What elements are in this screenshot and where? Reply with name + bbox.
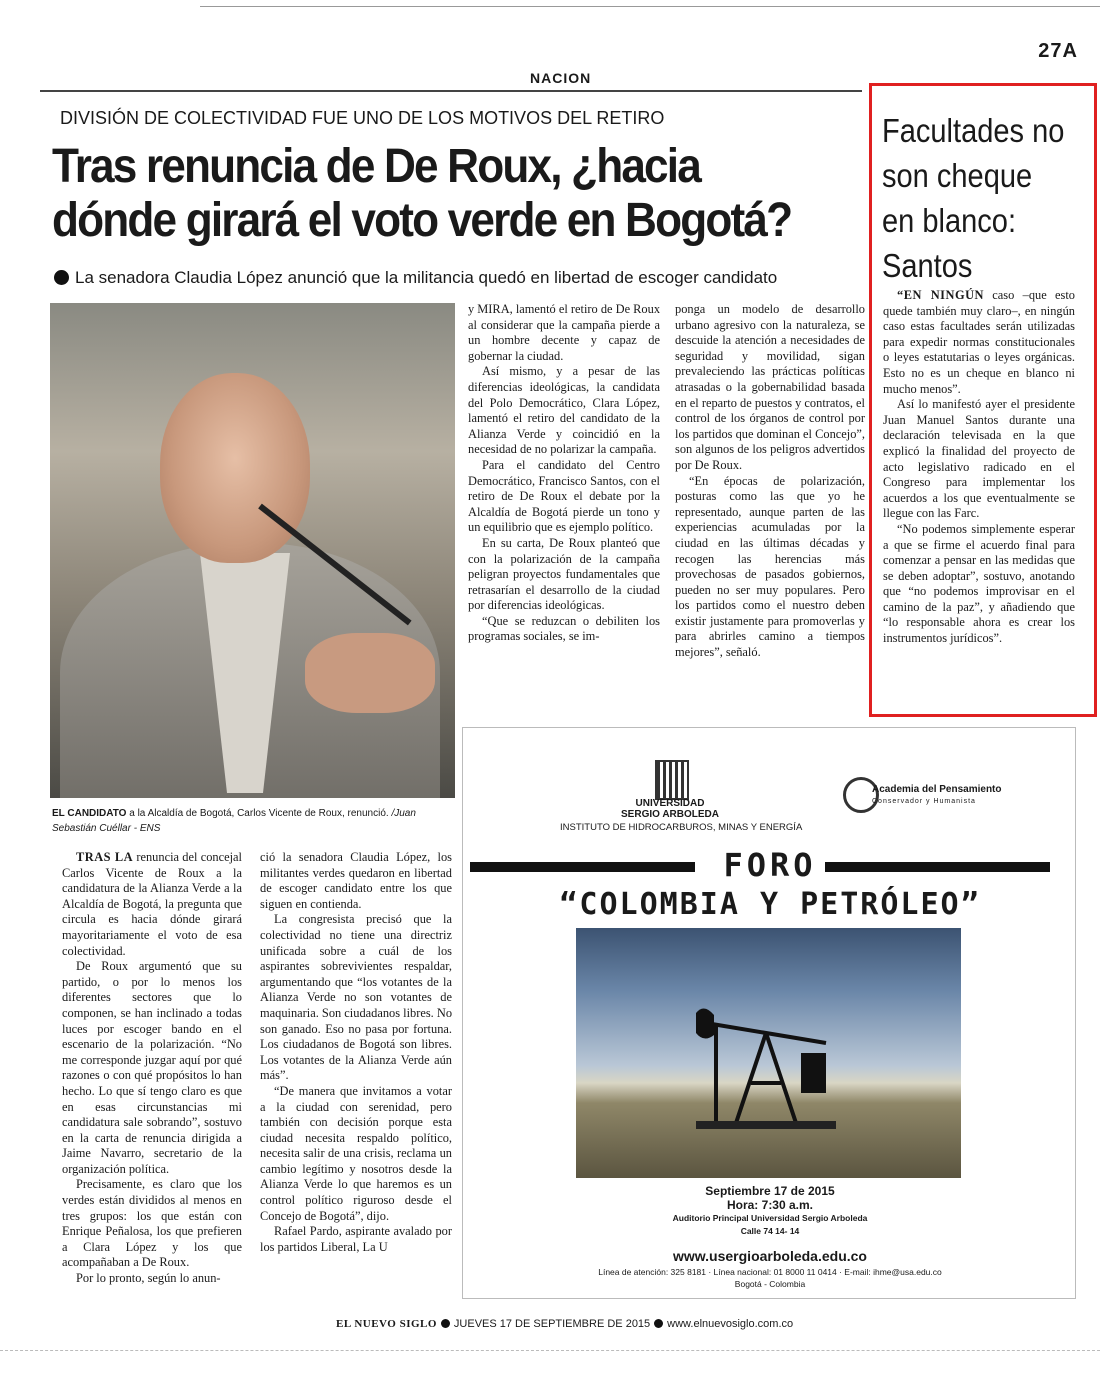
caption-lead: EL CANDIDATO xyxy=(52,808,127,819)
foro-label: FORO xyxy=(717,846,822,884)
academia-name xyxy=(872,784,1002,808)
col1-p4: Por lo pronto, según lo anun- xyxy=(76,1271,221,1286)
footer-date: JUEVES 17 DE SEPTIEMBRE DE 2015 xyxy=(453,1318,651,1330)
university-logo-icon xyxy=(655,760,689,800)
col3-p3: Para el candidato del Centro Democrático, Francisco Santos, con el retiro de De Roux el debate por la Alcaldía de Bogotá pierde un tono y un equilibrio que es ejemplo político. xyxy=(468,457,660,535)
sidebar-title-line-3: en blanco: xyxy=(882,202,1017,239)
column-4 xyxy=(675,302,865,661)
col4-p1: ponga un modelo de desarrollo urbano agresivo con la naturaleza, se descuide la atención a necesidades de seguridad y movilidad, sigan prevaleciendo las prácticas políticas atrasadas o la gobernabilidad basada en el reparto de puestos y contratos, el control de los órganos de control por los partidos que dominan el Concejo”, son algunos de los peligros advertidos por De Roux. xyxy=(675,302,865,472)
page-footer xyxy=(336,1318,793,1330)
sidebar-lead: “EN NINGÚN xyxy=(897,288,984,302)
col1-p3: Precisamente, es claro que los verdes están divididos al menos en tres grupos: los que están con Enrique Peñalosa, los que prefieren a Clara López y los que acompañaban a De Roux. xyxy=(62,1177,242,1270)
column-2 xyxy=(260,850,452,1255)
footer-dot-icon xyxy=(441,1319,450,1328)
sidebar-title-line-1: Facultades no xyxy=(882,112,1065,149)
sidebar-title-line-4: Santos xyxy=(882,247,973,284)
foro-title: “COLOMBIA Y PETRÓLEO” xyxy=(559,887,981,922)
page-number: 27A xyxy=(1038,40,1078,62)
ad-city: Bogotá - Colombia xyxy=(734,1279,806,1289)
ad-website: www.usergioarboleda.edu.co xyxy=(673,1248,867,1264)
academia-subtitle: Conservador y Humanista xyxy=(872,798,976,805)
sidebar-body xyxy=(883,288,1075,647)
bottom-rule xyxy=(0,1350,1100,1351)
academia-title: Academia del Pensamiento xyxy=(872,784,1002,795)
article-headline xyxy=(52,140,799,248)
sidebar-title-line-2: son cheque xyxy=(882,157,1033,194)
caption-credit: /Juan Sebastián Cuéllar - ENS xyxy=(52,808,416,834)
event-venue: Auditorio Principal Universidad Sergio Arboleda xyxy=(672,1213,868,1223)
university-name-line-2: SERGIO ARBOLEDA xyxy=(621,809,719,820)
headline-line-2: dónde girará el voto verde en Bogotá? xyxy=(52,194,792,247)
col1-p2: De Roux argumentó que su partido, o por lo menos los diferentes sectores que lo componen, se han inclinado a todas luces por escoger bando en el escenario de la polarización. “No me corresponde juzgar aquí por qué razones o con qué propósitos lo han hecho. Lo que sí tengo claro es que en esas circunstancias mi candidatura sale sobrando”, sostuvo en la carta de renuncia dirigida a Jaime Navarro, secretario de la organización política. xyxy=(62,959,242,1176)
oil-pump-photo xyxy=(576,928,961,1178)
col2-p4: Rafael Pardo, aspirante avalado por los partidos Liberal, La U xyxy=(260,1224,452,1254)
event-hour: Hora: 7:30 a.m. xyxy=(726,1198,814,1212)
section-rule xyxy=(40,90,862,92)
article-subhead xyxy=(54,268,777,288)
oil-pump-icon xyxy=(696,983,836,1133)
ad-contact xyxy=(530,1266,1010,1290)
col4-p2: “En épocas de polarización, posturas como las que yo he representado, aunque parten de las experiencias acumuladas por la ciudad en las últimas décadas y recogen las herencias más provechosas de pasados gobiernos, pueden no ser muy populares. Pero los partidos como el nuestro deben existir justamente para promoverlas y para abrirles camino a tiempos mejores”, señaló. xyxy=(675,473,865,660)
caption-text: a la Alcaldía de Bogotá, Carlos Vicente de Roux, renunció. xyxy=(126,808,392,819)
photo-caption xyxy=(52,806,457,836)
section-label: NACION xyxy=(530,70,592,86)
event-address: Calle 74 14- 14 xyxy=(740,1226,800,1236)
university-name xyxy=(610,798,730,820)
footer-dot-icon xyxy=(654,1319,663,1328)
col3-p4: En su carta, De Roux planteó que con la polarización de la campaña peligran proyectos fundamentales que retrasarían el desarrollo de la ciudad por diferencias ideológicas. xyxy=(468,535,660,613)
bullet-icon xyxy=(54,270,69,285)
sidebar-title xyxy=(882,108,1065,288)
footer-site: www.elnuevosiglo.com.co xyxy=(667,1318,794,1330)
article-photo xyxy=(50,303,455,798)
col3-p5: “Que se reduzcan o debiliten los programas sociales, se im- xyxy=(468,613,660,644)
article-kicker: DIVISIÓN DE COLECTIVIDAD FUE UNO DE LOS MOTIVOS DEL RETIRO xyxy=(60,108,665,128)
subhead-text: La senadora Claudia López anunció que la militancia quedó en libertad de escoger candidato xyxy=(75,268,778,287)
col3-p2: Así mismo, y a pesar de las diferencias ideológicas, la candidata del Polo Democrático, Clara López, lamentó el retiro del candidato de la Alianza Verde y coincidió en la necesidad de no polarizar la campaña. xyxy=(468,364,660,457)
col1-lead: TRAS LA xyxy=(76,850,134,864)
column-1 xyxy=(62,850,242,1287)
col1-p1: renuncia del concejal Carlos Vicente de Roux a la candidatura de la Alianza Verde a la Alcaldía de Bogotá, la pregunta que circula es hacia dónde girará mayoritariamente el voto de esa colectividad. xyxy=(62,850,242,958)
sidebar-p3: “No podemos simplemente esperar a que se firme el acuerdo final para comenzar a pensar en las medidas que se deben adoptar”, sostuvo, anotando que “no podemos improvisar en el camino de la paz”, y añadiendo que “lo responsable ahora es crear los instrumentos jurídicos”. xyxy=(883,521,1075,646)
sidebar-p2: Así lo manifestó ayer el presidente Juan Manuel Santos durante una declaración televisada en la que explicó la finalidad del proyecto de acto legislativo radicado en el Congreso para implementar los acuerdos a los que eventualmente se llegue con las Farc. xyxy=(883,397,1075,521)
university-name-line-1: UNIVERSIDAD xyxy=(635,798,705,809)
ad-contact-line: Línea de atención: 325 8181 · Línea nacional: 01 8000 11 0414 · E-mail: ihme@usa.edu.co xyxy=(598,1267,942,1277)
photo-hand xyxy=(305,633,435,713)
headline-line-1: Tras renuncia de De Roux, ¿hacia xyxy=(52,140,700,193)
top-rule xyxy=(200,6,1100,7)
event-details xyxy=(660,1184,880,1238)
column-3 xyxy=(468,302,660,645)
foro-heading xyxy=(470,846,1070,884)
event-date: Septiembre 17 de 2015 xyxy=(705,1184,835,1198)
sidebar-p1: caso –que esto quede también muy claro–, en ningún caso estas facultades serán utilizadas para expedir normas constitucionales o leyes estatutarias o leyes orgánicas. Esto no es un cheque en blanco ni mucho menos”. xyxy=(883,288,1075,396)
col3-p1: y MIRA, lamentó el retiro de De Roux al considerar que la campaña pierde a un hombre decente y capaz de gobernar la ciudad. xyxy=(468,302,661,363)
col2-p1: ció la senadora Claudia López, los militantes verdes quedaron en libertad de escoger candidato entre los que siguen en contienda. xyxy=(260,850,452,911)
footer-paper: EL NUEVO SIGLO xyxy=(336,1318,437,1330)
photo-face xyxy=(160,373,310,563)
col2-p3: “De manera que invitamos a votar a la ciudad con serenidad, pero también con decisión porque esta ciudad necesita respaldo político, necesita salir de una crisis, reclama un cambio legítimo y nosotros desde la Alianza Verde lo que haremos es un control político riguroso desde el Concejo de Bogotá”, dijo. xyxy=(260,1083,452,1223)
col2-p2: La congresista precisó que la colectividad no tiene una directriz unificada sobre a cuál de los aspirantes sobrevivientes respaldar, argumentando que “los votantes de la Alianza Verde no son votantes de maquinaria. Son ciudadanos libres. No son ganado. Eso no pasa por fortuna. Los ciudadanos de Bogotá son libres. Los votantes de la Alianza Verde aún más”. xyxy=(260,912,453,1083)
institute-name: INSTITUTO DE HIDROCARBUROS, MINAS Y ENERGÍA xyxy=(560,822,803,833)
